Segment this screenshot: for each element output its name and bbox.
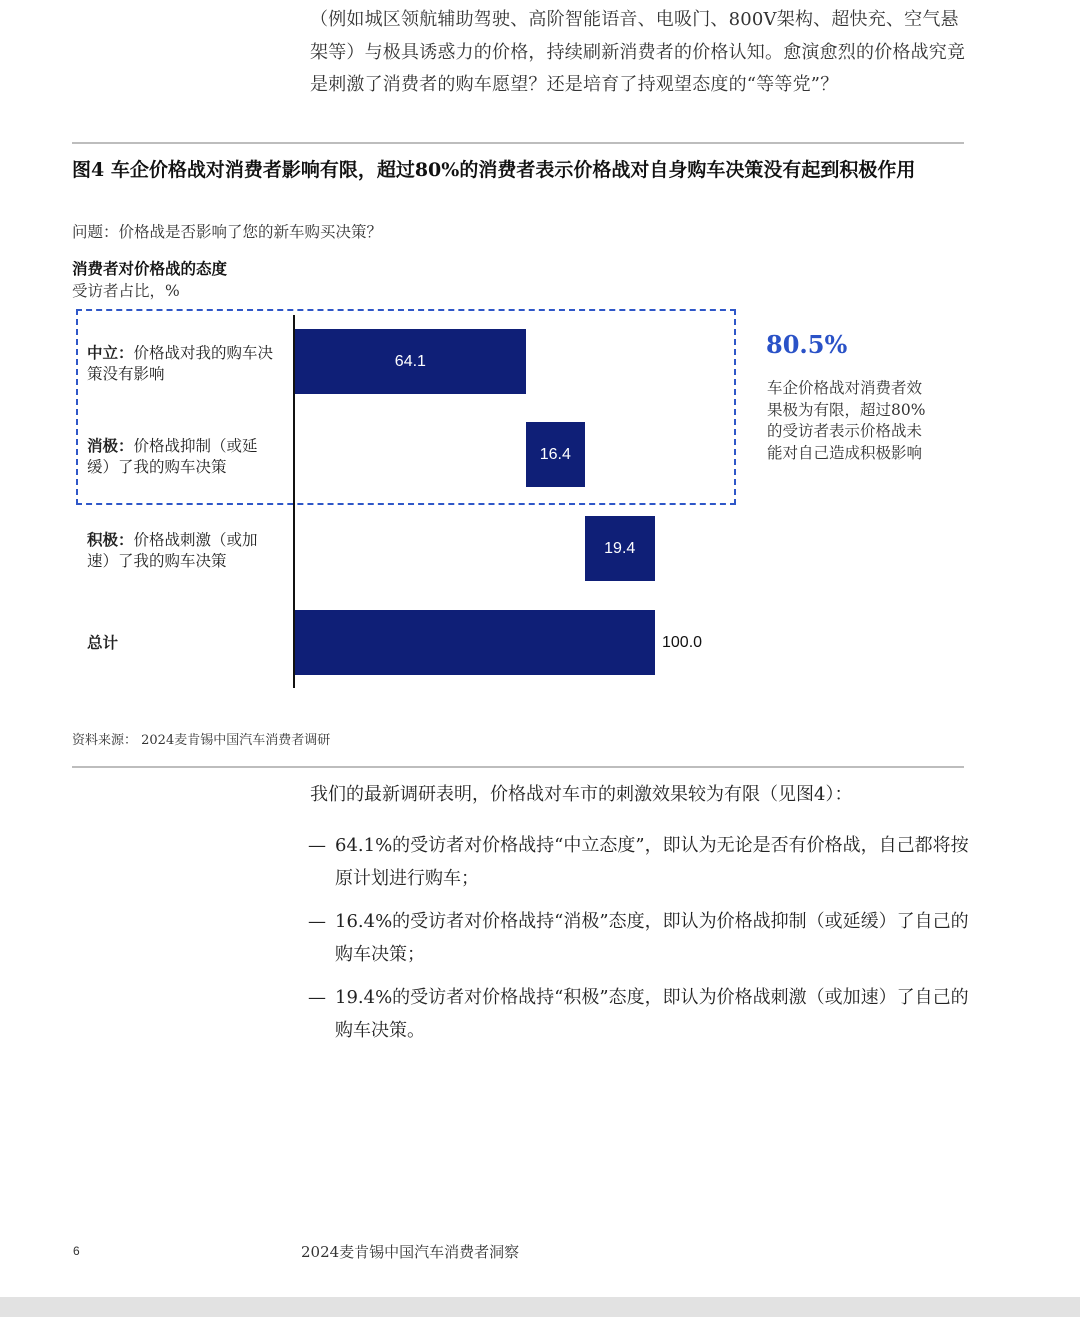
highlight-value: 80.5% [766,330,848,359]
category-label-total: 总计 [87,633,119,652]
bullet-list [308,830,973,1058]
top-divider [72,142,964,144]
intro-paragraph: （例如城区领航辅助驾驶、高阶智能语音、电吸门、800V架构、超快充、空气悬架等）与极具诱惑力的价格，持续刷新消费者的价格认知。愈演愈烈的价格战究竟是刺激了消费者的购车愿望？还是培育了持观望态度的“等等党”？ [310,9,966,95]
bar-value-label: 100.0 [662,633,703,651]
page-number: 6 [73,1244,80,1258]
figure-title: 图4 车企价格战对消费者影响有限，超过80%的消费者表示价格战对自身购车决策没有起到积极作用 [72,159,916,181]
bar-value-label: 64.1 [394,352,426,370]
chart-subheading: 消费者对价格战的态度 [72,259,228,278]
bar-value-label: 16.4 [539,445,571,463]
bullet-item: — 16.4%的受访者对价格战持“消极”态度，即认为价格战抑制（或延缓）了自己的购车决策； [308,911,969,965]
bullet-item: — 64.1%的受访者对价格战持“中立态度”，即认为无论是否有价格战，自己都将按原计划进行购车； [308,835,969,889]
bar-total [295,610,655,675]
category-label-negative: 消极：价格战抑制（或延缓）了我的购车决策 [87,436,258,476]
bullet-item: — 19.4%的受访者对价格战持“积极”态度，即认为价格战刺激（或加速）了自己的购车决策。 [308,987,969,1041]
highlight-description: 车企价格战对消费者效果极为有限，超过80%的受访者表示价格战未能对自己造成积极影响 [767,379,926,462]
category-label-neutral: 中立：价格战对我的购车决策没有影响 [87,343,274,383]
chart-unit: 受访者占比，% [72,282,180,300]
page-edge-band [0,1297,1080,1317]
category-label-positive: 积极：价格战刺激（或加速）了我的购车决策 [87,530,258,570]
survey-question: 问题：价格战是否影响了您的新车购买决策？ [72,223,383,241]
bar-value-label: 19.4 [604,539,636,557]
footer-title: 2024麦肯锡中国汽车消费者洞察 [301,1243,520,1261]
bottom-divider [72,766,964,768]
body-paragraph: 我们的最新调研表明，价格战对车市的刺激效果较为有限（见图4）： [310,784,853,805]
figure-source: 资料来源： 2024麦肯锡中国汽车消费者调研 [72,733,331,748]
